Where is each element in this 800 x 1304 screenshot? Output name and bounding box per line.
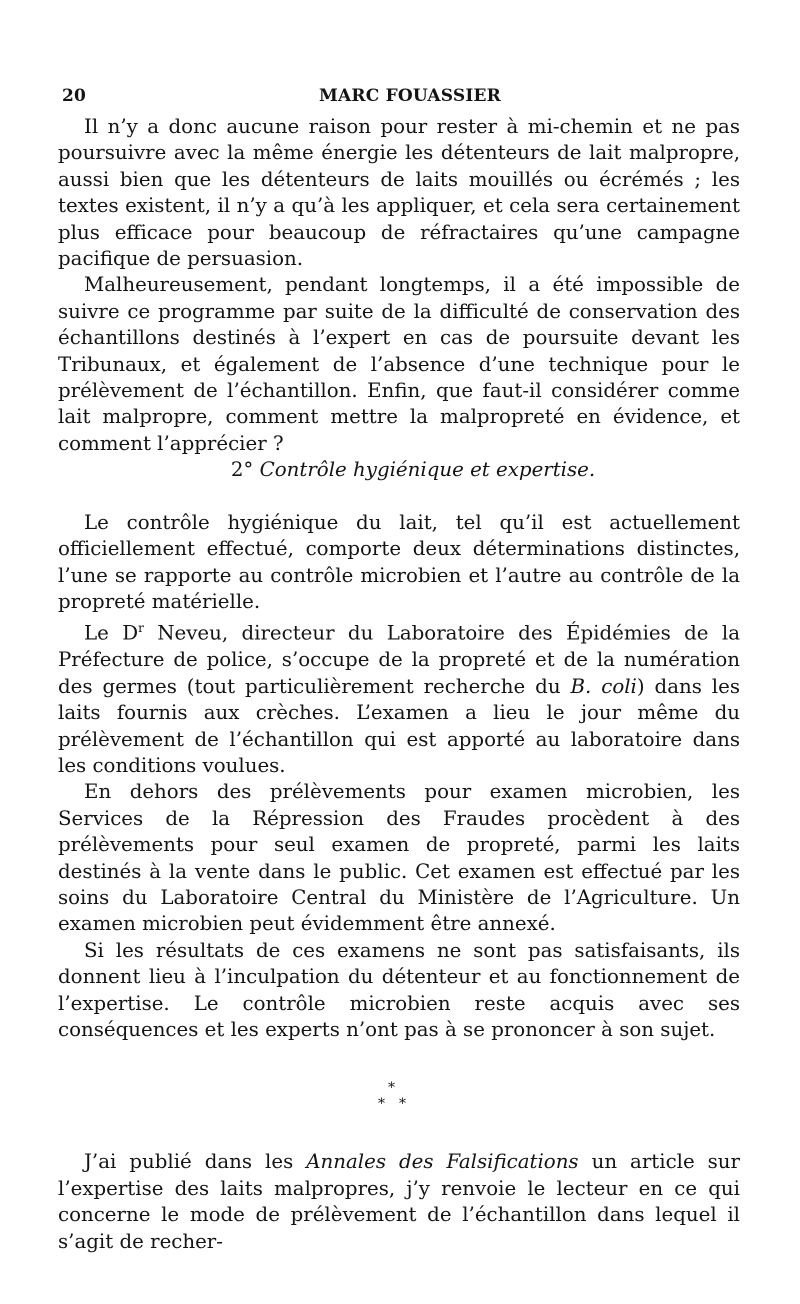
spacer bbox=[58, 1133, 740, 1149]
journal-title: Annales des Falsifications bbox=[306, 1150, 579, 1174]
neveu-superscript: r bbox=[138, 621, 144, 636]
asterisk-top: * bbox=[388, 1080, 395, 1097]
neveu-text-middle: Neveu, directeur du Laboratoire des Épidémies de la Préfecture de police, s’occupe de la propreté et de la numération des germes (tout particulièrement recherche du bbox=[58, 621, 740, 698]
paragraph-results: Si les résultats de ces examens ne sont pas satisfaisants, ils donnent lieu à l’inculpation du détenteur et au fonctionnement de l’expertise. Le contrôle microbien reste acquis avec ses conséquences et les experts n’ont pas à se prononcer à son sujet. bbox=[58, 938, 740, 1041]
asterisk-right: * bbox=[399, 1096, 406, 1113]
neveu-species-name: B. coli bbox=[570, 674, 637, 698]
final-text-end: un article sur l’expertise des laits malpropres, j’y renvoie le lecteur en ce qui concerne le mode de prélèvement de l’échantillon dans lequel il s’agit de recher- bbox=[58, 1150, 741, 1253]
spacer bbox=[58, 484, 740, 510]
paragraph-intro-2: Malheureusement, pendant longtemps, il a été impossible de suivre ce programme par suite de la difficulté de conservation des échantillons destinés à l’expert en cas de poursuite devant les Tribunaux, et également de l’absence d’une technique pour le prélèvement de l’échantillon. Enfin, que faut-il considérer comme lait malpropre, comment mettre la malpropreté en évidence, et comment l’apprécier ? bbox=[58, 273, 740, 455]
section-heading bbox=[58, 457, 740, 483]
section-title: Contrôle hygiénique et expertise. bbox=[259, 458, 596, 482]
paragraph-fraudes: En dehors des prélèvements pour examen microbien, les Services de la Répression des Fraudes procèdent à des prélèvements pour seul examen de propreté, parmi les laits destinés à la vente dans le public. Cet examen est effectué par les soins du Laboratoire Central du Ministère de l’Agriculture. Un examen microbien peut évidemment être annexé. bbox=[58, 780, 740, 936]
book-page bbox=[58, 84, 740, 1255]
section-number: 2° bbox=[230, 458, 254, 482]
asterism-separator bbox=[58, 1077, 740, 1133]
asterisk-left: * bbox=[378, 1096, 385, 1113]
neveu-text-start: Le D bbox=[84, 621, 139, 645]
neveu-text-end: ) dans les laits fournis aux crèches. L’examen a lieu le jour même du prélèvement de l’échantillon qui est apporté au laboratoire dans les conditions voulues. bbox=[58, 674, 740, 777]
running-head bbox=[58, 84, 740, 114]
paragraph-control: Le contrôle hygiénique du lait, tel qu’il est actuellement officiellement effectué, comporte deux déterminations distinctes, l’une se rapporte au contrôle microbien et l’autre au contrôle de la propreté matérielle. bbox=[58, 510, 740, 613]
paragraph-neveu bbox=[58, 615, 740, 779]
paragraph-final bbox=[58, 1149, 740, 1255]
final-text-start: J’ai publié dans les bbox=[84, 1150, 307, 1174]
page-number: 20 bbox=[62, 86, 87, 106]
running-title: MARC FOUASSIER bbox=[319, 86, 501, 106]
paragraph-intro-1: Il n’y a donc aucune raison pour rester à mi-chemin et ne pas poursuivre avec la même énergie les détenteurs de lait malpropre, aussi bien que les détenteurs de laits mouillés ou écrémés ; les textes existent, il n’y a qu’à les appliquer, et cela sera certainement plus efficace pour beaucoup de réfractaires qu’une campagne pacifique de persuasion. bbox=[58, 115, 740, 271]
